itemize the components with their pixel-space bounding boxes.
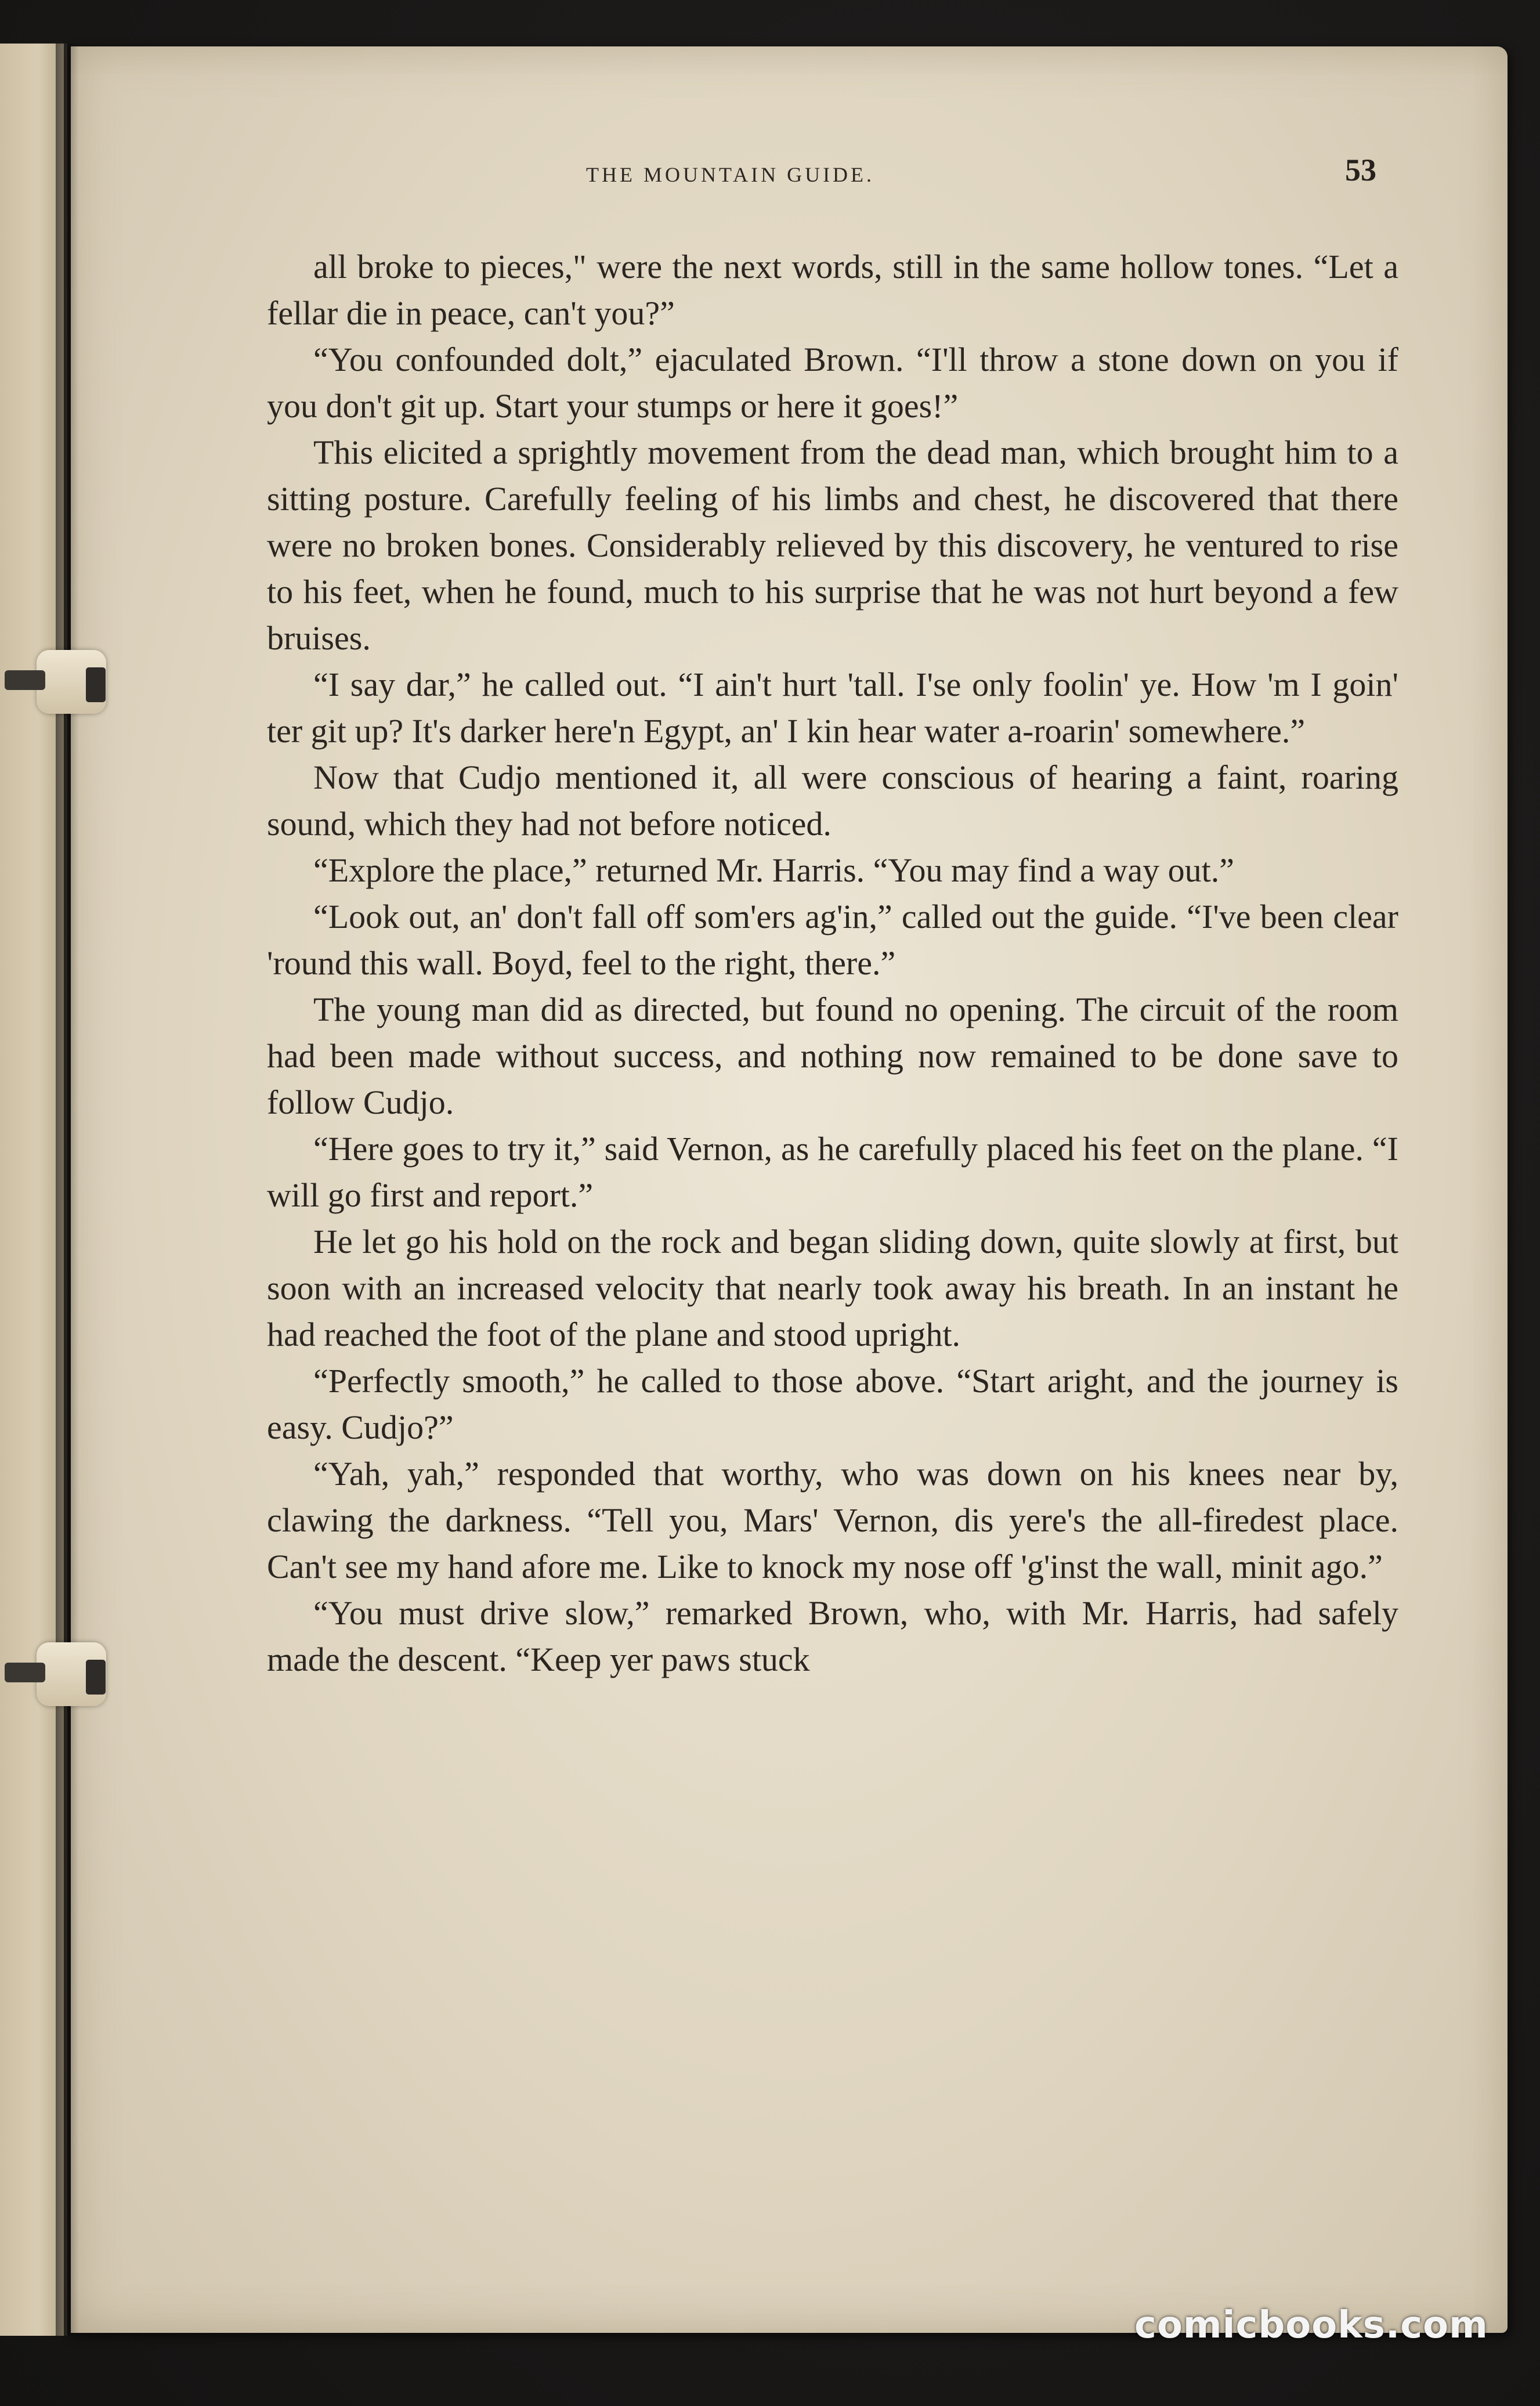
paragraph: all broke to pieces," were the next words, still in the same hollow tones. “Let a fellar die in peace, can't you?” bbox=[267, 248, 1398, 332]
paragraph: The young man did as directed, but found no opening. The circuit of the room had been made without success, and nothing now remained to be done save to follow Cudjo. bbox=[267, 991, 1398, 1121]
paragraph: “Yah, yah,” responded that worthy, who was down on his knees near by, clawing the darkness. “Tell you, Mars' Vernon, dis yere's the all-firedest place. Can't see my hand afore me. Like to knock my nose off 'g'inst the wall, minit ago.” bbox=[267, 1455, 1398, 1585]
paragraph: He let go his hold on the rock and began sliding down, quite slowly at first, but soon with an increased velocity that nearly took away his breath. In an instant he had reached the foot of the plane and stood upright. bbox=[267, 1223, 1398, 1353]
paragraph: “Here goes to try it,” said Vernon, as he carefully placed his feet on the plane. “I will go first and report.” bbox=[267, 1130, 1398, 1214]
running-head: THE MOUNTAIN GUIDE. bbox=[586, 163, 875, 186]
paragraph: “Perfectly smooth,” he called to those above. “Start aright, and the journey is easy. Cudjo?” bbox=[267, 1362, 1398, 1446]
page-number: 53 bbox=[1345, 153, 1376, 187]
paragraph: “You confounded dolt,” ejaculated Brown. “I'll throw a stone down on you if you don't git up. Start your stumps or here it goes!” bbox=[267, 341, 1398, 425]
paragraph: “Explore the place,” returned Mr. Harris. “You may find a way out.” bbox=[313, 851, 1234, 889]
paragraph: Now that Cudjo mentioned it, all were conscious of hearing a faint, roaring sound, which they had not before noticed. bbox=[267, 758, 1398, 843]
gutter-shadow bbox=[56, 44, 79, 2336]
staple-bottom bbox=[5, 1631, 115, 1718]
watermark: comicbooks.com bbox=[1134, 2304, 1488, 2347]
paragraph: This elicited a sprightly movement from the dead man, which brought him to a sitting posture. Carefully feeling of his limbs and chest, he discovered that there were no broken bones. Considerably relieved by this discovery, he ventured to rise to his feet, when he found, much to his surprise that he was not hurt beyond a few bruises. bbox=[267, 433, 1398, 657]
paragraph: “I say dar,” he called out. “I ain't hurt 'tall. I'se only foolin' ye. How 'm I goin' ter git up? It's darker here'n Egypt, an' I kin hear water a-roarin' somewhere.” bbox=[267, 666, 1398, 750]
body-text bbox=[267, 244, 1398, 1683]
paragraph: “Look out, an' don't fall off som'ers ag'in,” called out the guide. “I've been clear 'round this wall. Boyd, feel to the right, there.” bbox=[267, 898, 1398, 982]
paragraph: “You must drive slow,” remarked Brown, who, with Mr. Harris, had safely made the descent. “Keep yer paws stuck bbox=[267, 1594, 1398, 1678]
staple-top bbox=[5, 638, 115, 725]
